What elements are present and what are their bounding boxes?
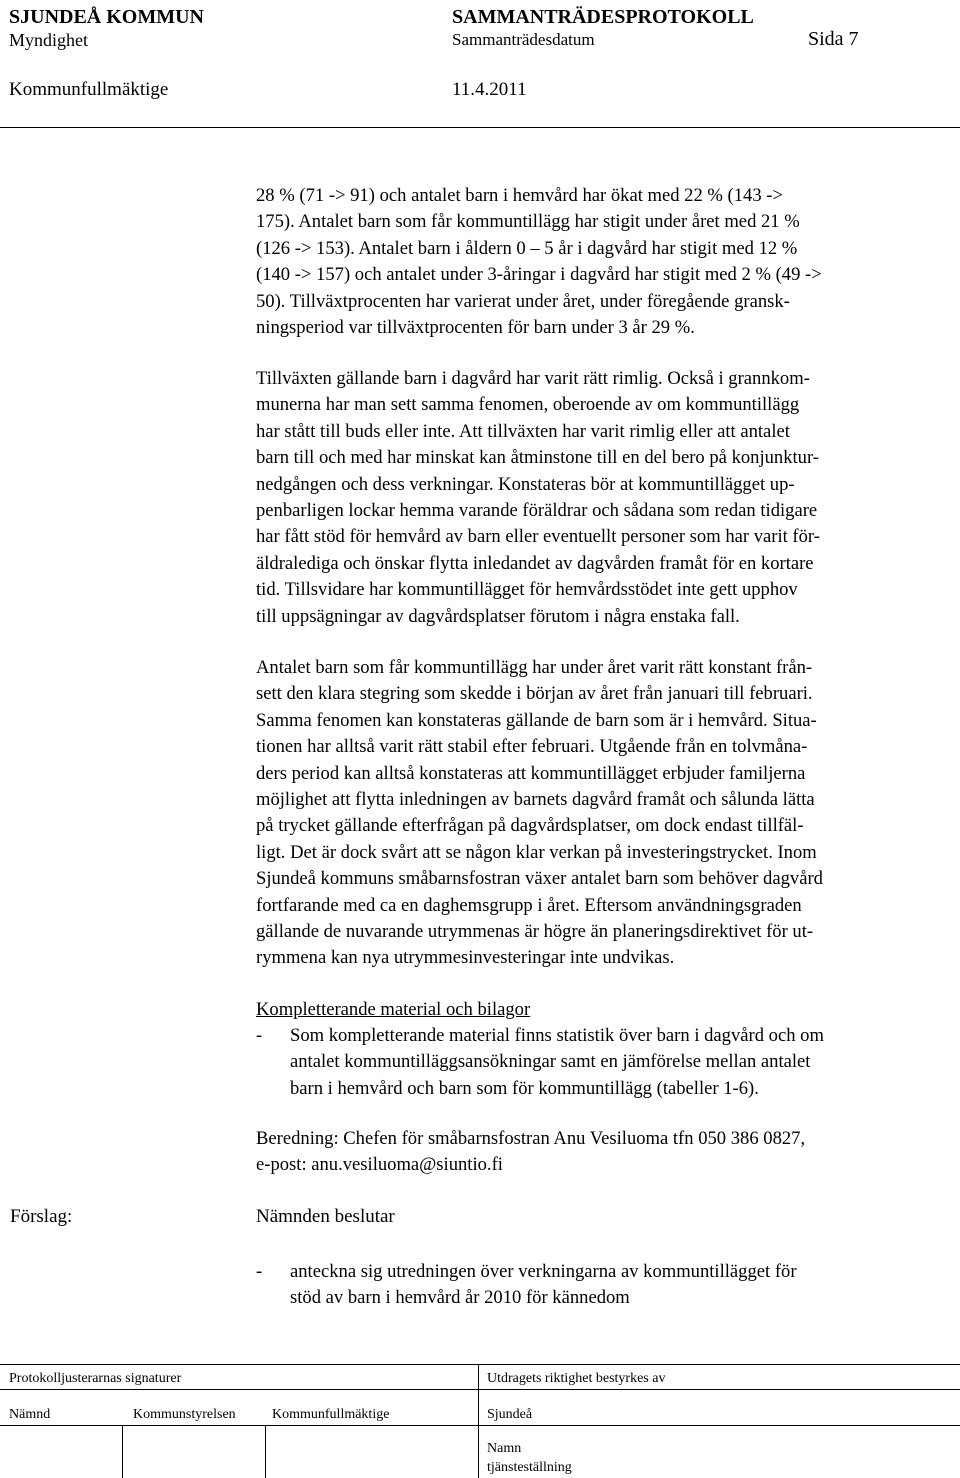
text-line: stöd av barn i hemvård år 2010 för kännedom [290,1287,630,1309]
footer-rule [0,1364,960,1365]
footer-name-label: Namn [487,1441,522,1456]
text-line: till uppsägningar av dagvårdsplatser förutom i några enstaka fall. [256,605,740,627]
preparation-email: e-post: anu.vesiluoma@siuntio.fi [256,1154,503,1176]
text-line: 175). Antalet barn som får kommuntillägg har stigit under året med 21 % [256,211,800,233]
proposal-label: Förslag: [10,1206,73,1227]
preparation-line: Beredning: Chefen för småbarnsfostran Anu Vesiluoma tfn 050 386 0827, [256,1128,806,1149]
text-line: barn i hemvård och barn som för kommuntillägg (tabeller 1-6). [290,1077,759,1099]
text-line: Sjundeå kommuns småbarnsfostran växer antalet barn som behöver dagvård [256,868,823,890]
authority-label: Myndighet [9,30,88,50]
text-line: (140 -> 157) och antalet under 3-åringar i dagvård har stigit med 2 % (49 -> [256,264,822,286]
text-line: möjlighet att flytta inledningen av barnets dagvård framåt och sålunda lätta [256,789,815,811]
municipality-name: SJUNDEÅ KOMMUN [9,6,204,28]
proposal-bullet: - [256,1261,263,1282]
footer-row-divider [0,1425,960,1426]
text-line: Tillväxten gällande barn i dagvård har varit rätt rimlig. Också i grannkom- [256,368,810,389]
attachments-section [256,997,946,1023]
meeting-date: 11.4.2011 [452,79,527,100]
signature-box-divider [122,1425,123,1478]
attachments-heading: Kompletterande material och bilagor [256,999,531,1020]
signatures-label: Protokolljusterarnas signaturer [9,1371,182,1386]
text-line: gällande de nuvarande utrymmenas är högre än planeringsdirektivet för ut- [256,921,814,943]
text-line: tionen har alltså varit rätt stabil efter februari. Utgående från en tolvmåna- [256,736,808,758]
text-line: anteckna sig utredningen över verkningarna av kommuntillägget för [290,1261,797,1282]
proposal-text: Nämnden beslutar [256,1206,395,1227]
text-line: Samma fenomen kan konstateras gällande de barn som är i hemvård. Situa- [256,709,817,731]
text-line: fortfarande med ca en daghemsgrupp i året. Eftersom användningsgraden [256,894,802,916]
footer-center-divider [478,1365,479,1478]
text-line: (126 -> 153). Antalet barn i åldern 0 – 5 år i dagvård har stigit med 12 % [256,237,798,259]
text-line: har stått till buds eller inte. Att tillväxten har varit rimlig eller att antalet [256,420,790,442]
text-line: ningsperiod var tillväxtprocenten för barn under 3 år 29 %. [256,317,695,339]
text-line: antalet kommuntilläggsansökningar samt en jämförelse mellan antalet [290,1051,811,1073]
text-line: Antalet barn som får kommuntillägg har under året varit rätt konstant från- [256,657,813,678]
attachments-bullet: - [256,1025,263,1046]
footer-place: Sjundeå [487,1407,533,1422]
text-line: barn till och med har minskat kan åtminstone till en del bero på konjunktur- [256,447,819,469]
authority-name: Kommunfullmäktige [9,79,169,100]
text-line: sett den klara stegring som skedde i början av året från januari till februari. [256,683,813,705]
text-line: penbarligen lockar hemma varande föräldrar och sådana som redan tidigare [256,500,818,522]
proposal-item [290,1259,950,1312]
header-rule [0,127,960,128]
date-label: Sammanträdesdatum [452,30,595,49]
paragraph-municipal-supplement [256,655,946,972]
page-number: Sida 7 [808,28,859,50]
text-line: ders period kan alltså konstateras att kommuntillägget erbjuder familjerna [256,762,806,784]
text-line: äldralediga och önskar flytta inledandet av dagvården framåt för en kortare [256,552,814,574]
signature-box-divider [265,1425,266,1478]
text-line: Som kompletterande material finns statistik över barn i dagvård och om [290,1025,824,1046]
paragraph-growth-assessment [256,366,946,630]
footer-col-kommunfullmaktige: Kommunfullmäktige [272,1407,390,1422]
footer-divider [0,1389,960,1390]
text-line: 50). Tillväxtprocenten har varierat under året, under föregående gransk- [256,290,790,312]
footer-col-kommunstyrelsen: Kommunstyrelsen [133,1407,236,1422]
preparation-section [256,1126,946,1179]
footer-col-namnd: Nämnd [9,1407,51,1422]
attachments-item [290,1023,950,1102]
text-line: ligt. Det är dock svårt att se någon klar verkan på investeringstrycket. Inom [256,841,817,863]
text-line: på trycket gällande efterfrågan på dagvårdsplatser, om dock endast tillfäl- [256,815,804,837]
text-line: tid. Tillsvidare har kommuntillägget för hemvårdsstödet inte gett upphov [256,579,798,601]
certified-label: Utdragets riktighet bestyrkes av [487,1371,666,1386]
text-line: rymmena kan nya utrymmesinvesteringar inte undvikas. [256,947,675,969]
document-title: SAMMANTRÄDESPROTOKOLL [452,6,754,28]
paragraph-growth-figures [256,183,946,341]
text-line: nedgången och dess verkningar. Konstateras bör at kommuntillägget up- [256,473,795,495]
text-line: munerna har man sett samma fenomen, oberoende av om kommuntillägg [256,394,800,416]
text-line: har fått stöd för hemvård av barn eller eventuellt personer som har varit för- [256,526,820,548]
footer-position-label: tjänsteställning [487,1460,572,1475]
text-line: 28 % (71 -> 91) och antalet barn i hemvård har ökat med 22 % (143 -> [256,185,783,206]
